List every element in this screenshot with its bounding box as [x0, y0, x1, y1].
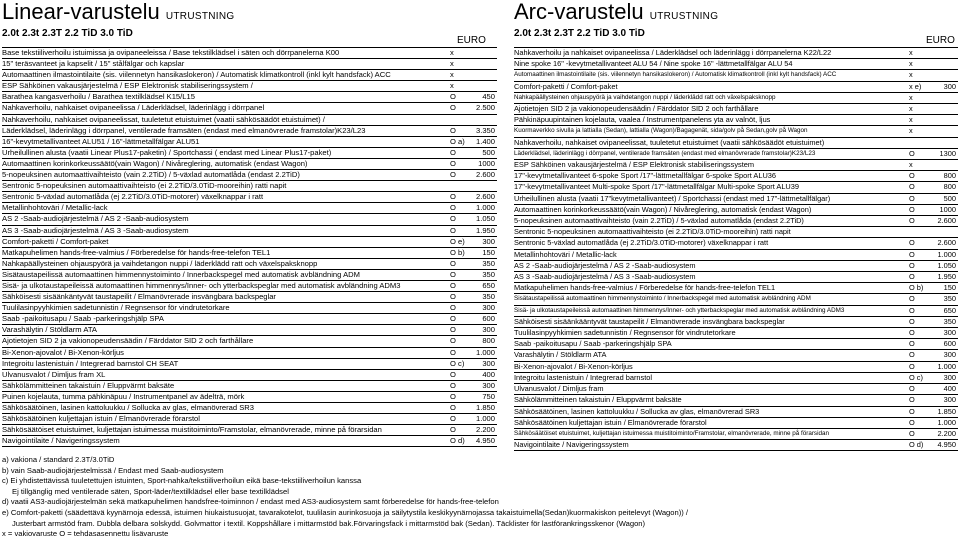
row-availability-mark: O	[909, 171, 915, 181]
row-price: 1.000	[475, 347, 495, 357]
row-description: Matkapuhelimen hands-free-valmius / Förberedelse för hands-free-telefon TEL1	[514, 283, 776, 293]
row-availability-mark: O	[909, 417, 915, 427]
row-availability-mark: O	[909, 361, 915, 371]
row-description: Sisä- ja ulkotaustapeileissä automaattinen himmennys/Inner- och ytterbackspeglar med automatisk avbländning ADM3	[2, 280, 401, 290]
row-availability-mark: O	[450, 192, 456, 202]
row-price: 4.950	[475, 436, 495, 446]
table-row	[514, 249, 958, 260]
row-price: 450	[482, 92, 495, 102]
table-row	[2, 435, 497, 447]
linear-currency: EURO	[457, 35, 486, 46]
table-row	[2, 391, 497, 402]
row-availability-mark: O	[909, 406, 915, 416]
row-price: 1.000	[475, 203, 495, 213]
row-availability-mark: O	[450, 336, 456, 346]
row-description: AS 2 -Saab-audiojärjestelmä / AS 2 -Saab-audiosystem	[514, 260, 696, 270]
row-description: Integroitu lastenistuin / Integrerad barnstol CH SEAT	[2, 358, 179, 368]
row-price: 300	[943, 350, 956, 360]
table-row	[2, 380, 497, 391]
row-availability-mark: O	[450, 158, 456, 168]
row-price: 1.000	[937, 361, 956, 371]
row-description: Sähkösäätöinen, lasinen kattoluukku / Sollucka av glas, elmanövrerad SR3	[2, 403, 255, 412]
table-row	[2, 136, 497, 147]
table-row	[2, 347, 497, 358]
row-availability-mark: O	[909, 316, 915, 326]
table-row	[2, 269, 497, 280]
row-availability-mark: O	[909, 339, 915, 349]
table-row	[514, 103, 958, 114]
row-description: Sähkölämmitteinen takaistuin / Eluppvärmt baksäte	[514, 395, 682, 405]
table-row	[514, 417, 958, 428]
table-row	[514, 237, 958, 248]
row-price: 350	[482, 292, 495, 302]
row-description: Comfort-paketti / Comfort-paket	[514, 81, 618, 91]
row-price: 350	[943, 316, 956, 326]
table-row	[514, 47, 958, 58]
row-price: 300	[943, 81, 956, 91]
row-availability-mark: O	[450, 225, 456, 235]
table-row	[2, 58, 497, 69]
row-description: Ulvanusvalot / Dimljus fram XL	[2, 369, 106, 379]
table-row	[514, 137, 958, 148]
row-description: Sähkösäätöiset etuistuimet, kuljettajan istuimessa muistitoiminto/Framstolar, elmanövrerade, minne på förarsidan	[2, 425, 382, 435]
row-price: 1.400	[475, 136, 495, 146]
row-availability-mark: x	[909, 70, 913, 80]
table-row	[514, 439, 958, 451]
row-availability-mark: x	[909, 126, 913, 136]
table-row	[514, 148, 958, 159]
linear-title	[2, 1, 497, 28]
row-price: 350	[482, 269, 495, 279]
row-description: Barathea kangasverhoilu / Barathea textilklädsel K15/L15	[2, 92, 195, 102]
row-description: Nahkaverhoilu ja nahkaiset ovipaneelissa / Läderklädsel och läderinlägg i dörrpanelerna K22/L22	[514, 48, 832, 57]
table-row	[514, 338, 958, 349]
row-description: AS 3 -Saab-audiojärjestelmä / AS 3 -Saab-audiosystem	[514, 272, 696, 282]
table-row	[514, 406, 958, 417]
row-description: Nahkapäällysteinen ohjauspyörä ja vaihdetangon nuppi / läderklädd ratt och växelspaksknopp	[2, 258, 318, 268]
row-availability-mark: O b)	[450, 247, 465, 257]
row-description: 17"-kevytmetallivanteet 6-spoke Sport /17"-lättmetallfälgar 6-spoke Sport ALU36	[514, 171, 776, 181]
row-price: 1.000	[937, 417, 956, 427]
table-row	[514, 114, 958, 125]
row-availability-mark: x	[909, 115, 913, 125]
row-description: Sähköisesti sisäänkääntyvät taustapeilit / Elmanövrerade insvängbara backspeglar	[514, 316, 785, 326]
table-row	[2, 169, 497, 180]
table-row	[2, 424, 497, 435]
table-row	[514, 92, 958, 103]
table-row	[514, 394, 958, 405]
row-price: 4.950	[937, 440, 956, 450]
row-availability-mark: O	[909, 238, 915, 248]
row-description: Sentronic 5-nopeuksinen automaattivaihteisto (ei 2.2TiD/3.0TiD-mooreihin) ratti napit	[514, 227, 791, 237]
table-row	[514, 159, 958, 170]
row-description: Sähkösäätöinen kuljettajan istuin / Elmanövrerade förarstol	[2, 414, 200, 424]
row-availability-mark: O b)	[909, 283, 924, 293]
row-availability-mark: O	[450, 269, 456, 279]
row-description: Metallinhohtoväri / Metallic-lack	[514, 249, 617, 259]
row-price: 2.500	[475, 103, 495, 113]
row-price: 500	[943, 193, 956, 203]
row-description: Nahkaverhoilu, nahkaiset ovipaneelissat, tuuletetut etuistuimet (vaatii sähkösäädöt etuistuimet)	[514, 137, 825, 147]
table-row	[2, 114, 497, 125]
row-availability-mark: x	[450, 59, 454, 69]
footnote-line: x = vakiovaruste O = tehdasasennettu lisävaruste	[2, 529, 169, 539]
row-availability-mark: O	[909, 384, 915, 394]
row-availability-mark: O	[450, 280, 456, 290]
linear-title-text: Linear-varustelu	[2, 0, 160, 24]
row-description: Pähkinäpuupintainen kojelauta, vaalea / Instrumentpanelens yta av valnöt, ljus	[514, 115, 771, 125]
footnote-line: Ej tillgänglig med ventilerade säten, Sport-läder/textilklädsel eller base textilklädsel	[12, 486, 289, 496]
row-price: 1.950	[937, 272, 956, 282]
table-row	[2, 258, 497, 269]
row-availability-mark: O	[909, 182, 915, 192]
row-description: 16"-kevytmetallivanteet ALU51 / 16"-lättmetallfälgar ALU51	[2, 136, 200, 146]
table-row	[2, 247, 497, 258]
row-availability-mark: x	[909, 48, 913, 57]
row-description: Urheilullinen alusta (vaatii 17"kevytmetallivanteet) / Sportchassi (endast med 17"-lättmetallfälgar)	[514, 193, 831, 203]
table-row	[2, 202, 497, 213]
row-availability-mark: x	[909, 160, 913, 170]
row-description: Nahkapäällysteinen ohjauspyörä ja vaihdetangon nuppi / läderklädd ratt och växelspaksknopp	[514, 93, 776, 101]
row-price: 650	[943, 305, 956, 315]
row-price: 300	[943, 328, 956, 338]
table-row	[2, 280, 497, 291]
row-description: Saab -paikoitusapu / Saab -parkeringshjälp SPA	[514, 339, 672, 349]
row-description: Varashälytin / Stöldlarm ATA	[2, 325, 97, 335]
row-description: Ajotietojen SID 2 ja vakionopeudensäädin / Färddator SID 2 och farthållare	[2, 336, 254, 346]
row-description: 17"-kevytmetallivanteet Multi-spoke Sport /17"-lättmetallfälgar Multi-spoke Sport ALU39	[514, 182, 799, 192]
row-description: Automaattinen ilmastointilaite (sis. viilennetyn hansikaslokeron) / Automatisk klimatkontroll (inkl kylt handsfack) ACC	[2, 70, 391, 80]
row-price: 1000	[939, 204, 956, 214]
row-price: 600	[482, 314, 495, 324]
row-availability-mark: O	[909, 148, 915, 158]
arc-title-text: Arc-varustelu	[514, 0, 644, 24]
table-row	[514, 293, 958, 304]
table-row	[514, 125, 958, 136]
table-row	[2, 102, 497, 113]
row-price: 1.850	[937, 406, 956, 416]
row-description: 5-nopeuksinen automaattivaihteisto (vain 2.2TiD) / 5-växlad automatlåda (endast 2.2TiD)	[514, 216, 804, 226]
table-row	[2, 47, 497, 58]
row-description: Sisä- ja ulkotaustapeileissä automaattinen himmennys/Inner- och ytterbackspeglar med automatisk avbländning ADM3	[514, 306, 845, 314]
row-price: 2.200	[475, 425, 495, 435]
table-row	[514, 181, 958, 192]
row-availability-mark: x	[450, 70, 454, 80]
row-availability-mark: O	[450, 380, 456, 390]
table-row	[514, 81, 958, 92]
row-availability-mark: O	[909, 305, 915, 315]
row-availability-mark: O	[909, 350, 915, 360]
row-description: Integroitu lastenistuin / Integrerad barnstol	[514, 372, 653, 382]
row-description: Matkapuhelimen hands-free-valmius / Förberedelse för hands-free-telefon TEL1	[2, 247, 271, 257]
table-row	[2, 69, 497, 80]
table-row	[514, 193, 958, 204]
row-description: Urheilullinen alusta (vaatii Linear Plus17-paketin) / Sportchassi ( endast med Linear Plus17-paket)	[2, 147, 332, 157]
row-description: Tuulilasinpyyhkimien sadetunnistin / Regnsensor för vindrutetorkare	[514, 328, 736, 338]
row-price: 300	[482, 236, 495, 246]
table-row	[2, 236, 497, 247]
row-availability-mark: O	[909, 272, 915, 282]
footnote-line: c) Ei yhdistettävissä tuuletettujen istuinten, Sport-nahka/tekstiiliverhoilun eikä base-tekstiiliverhoilun kanssa	[2, 476, 362, 486]
row-availability-mark: O	[450, 147, 456, 157]
row-description: Nine spoke 16" -kevytmetallivanteet ALU 54 / Nine spoke 16" -lättmetallfälgar ALU 54	[514, 59, 793, 69]
row-price: 1.850	[475, 403, 495, 412]
row-description: Läderklädsel, läderinlägg i dörrpanel, ventilerade framsäten (endast med elmanövrerade framstolar)K23/L23	[514, 149, 816, 157]
row-availability-mark: O	[450, 103, 456, 113]
row-price: 600	[943, 339, 956, 349]
table-row	[514, 260, 958, 271]
arc-currency: EURO	[926, 35, 955, 46]
row-description: Bi-Xenon-ajovalot / Bi-Xenon-körljus	[514, 361, 633, 371]
table-row	[514, 361, 958, 372]
row-price: 1300	[939, 148, 956, 158]
table-row	[514, 316, 958, 327]
row-availability-mark: O	[909, 260, 915, 270]
row-availability-mark: O	[909, 249, 915, 259]
row-price: 1.050	[475, 214, 495, 224]
row-availability-mark: x	[909, 104, 913, 114]
footnote-line: Justerbart armstöd fram. Dubbla delbara solskydd. Golvmattor i textil. Koppshållare i mittarmstöd bak.Förvaringsfack i mittarmstöd bak (Sedan). Täcklister för lastförankringsskenor (Wagon)	[12, 518, 646, 528]
row-price: 800	[943, 171, 956, 181]
row-description: AS 3 -Saab-audiojärjestelmä / AS 3 -Saab-audiosystem	[2, 225, 189, 235]
row-price: 3.350	[475, 125, 495, 135]
table-row	[2, 335, 497, 346]
row-description: Sentronic 5-nopeuksinen automaattivaihteisto (ei 2.2TiD/3.0TiD-mooreihin) ratti napit	[2, 181, 287, 191]
row-description: Sähkösäätöinen kuljettajan istuin / Elmanövrerade förarstol	[514, 417, 707, 427]
row-availability-mark: O	[450, 303, 456, 313]
table-row	[514, 349, 958, 360]
row-availability-mark: x e)	[909, 81, 922, 91]
row-price: 1.050	[937, 260, 956, 270]
row-description: Bi-Xenon-ajovalot / Bi-Xenon-körljus	[2, 347, 124, 357]
row-description: Läderklädsel, läderinlägg i dörrpanel, ventilerade framsäten (endast med elmanövrerade framstolar)K23/L23	[2, 125, 366, 135]
row-description: Automaattinen korinkorkeussäätö(vain Wagon) / Nivåreglering, automatisk (endast Wagon)	[2, 158, 308, 168]
row-price: 2.600	[475, 192, 495, 202]
row-price: 300	[482, 325, 495, 335]
row-availability-mark: O	[909, 428, 915, 438]
table-row	[2, 369, 497, 380]
table-row	[2, 402, 497, 413]
row-availability-mark: O	[450, 414, 456, 424]
table-row	[2, 80, 497, 91]
row-availability-mark: O	[450, 391, 456, 401]
row-price: 300	[943, 372, 956, 382]
linear-table	[2, 47, 497, 447]
row-description: ESP Sähköinen vakausjärjestelmä / ESP Elektronisk stabiliseringssystem	[514, 160, 755, 170]
row-availability-mark: O	[450, 403, 456, 412]
table-row	[514, 170, 958, 181]
linear-column	[2, 0, 497, 446]
table-row	[514, 58, 958, 69]
row-availability-mark: x	[909, 92, 913, 102]
row-availability-mark: O	[450, 170, 456, 180]
row-description: Sentronic 5-växlad automatlåda (ej 2.2TiD/3.0TiD-motorer) växelknappar i ratt	[514, 238, 769, 248]
row-price: 150	[943, 283, 956, 293]
row-description: Base tekstiiliverhoilu istuimissa ja ovipaneeleissa / Base tekstilklädsel i säten och dörrpanelerna K00	[2, 48, 340, 57]
arc-title	[514, 1, 958, 28]
row-description: Automaattinen ilmastointilaite (sis. viilennetyn hansikaslokeron) / Automatisk klimatkontroll (inkl kylt handsfack) ACC	[514, 71, 837, 79]
row-price: 800	[943, 182, 956, 192]
table-row	[514, 428, 958, 439]
row-price: 2.600	[937, 238, 956, 248]
table-row	[2, 191, 497, 202]
table-row	[2, 225, 497, 236]
table-row	[514, 215, 958, 226]
table-row	[514, 282, 958, 293]
row-price: 650	[482, 280, 495, 290]
row-availability-mark: O	[450, 125, 456, 135]
table-row	[2, 324, 497, 335]
row-description: Ulvanusvalot / Dimljus fram	[514, 384, 604, 394]
row-availability-mark: O	[450, 292, 456, 302]
row-availability-mark: O	[450, 369, 456, 379]
table-row	[2, 147, 497, 158]
table-row	[514, 204, 958, 215]
row-description: Navigointilaite / Navigeringssystem	[514, 440, 629, 450]
row-availability-mark: O c)	[450, 358, 465, 368]
row-availability-mark: O	[450, 92, 456, 102]
footnotes	[2, 455, 952, 540]
table-row	[2, 291, 497, 302]
table-row	[2, 125, 497, 136]
row-description: AS 2 -Saab-audiojärjestelmä / AS 2 -Saab-audiosystem	[2, 214, 189, 224]
table-row	[514, 305, 958, 316]
row-availability-mark: O	[909, 193, 915, 203]
row-description: Nahkaverhoilu, nahkaiset ovipaneelissat, tuuletetut etuistuimet (vaatii sähkösäädöt etuistuimet) /	[2, 114, 325, 124]
footnote-line: d) vaatii AS3-audiojärjestelmän sekä matkapuhelimen handsfree-toiminnon / endast med AS3-audiosystem samt förberedelse för hands-free-telefon	[2, 497, 499, 507]
linear-models: 2.0t 2.3t 2.3T 2.2 TiD 3.0 TiD	[2, 28, 133, 39]
row-availability-mark: O	[450, 314, 456, 324]
table-row	[2, 180, 497, 191]
row-availability-mark: x	[909, 59, 913, 69]
row-description: Varashälytin / Stöldlarm ATA	[514, 350, 607, 360]
row-description: Sähkölämmitteinen takaistuin / Eluppvärmt baksäte	[2, 380, 175, 390]
row-price: 150	[482, 247, 495, 257]
table-row	[514, 271, 958, 282]
row-price: 800	[482, 336, 495, 346]
row-price: 1.950	[475, 225, 495, 235]
row-availability-mark: O d)	[450, 436, 465, 446]
row-description: Sentronic 5-växlad automatlåda (ej 2.2TiD/3.0TiD-motorer) växelknappar i ratt	[2, 192, 264, 202]
row-description: Puinen kojelauta, tumma pähkinäpuu / Instrumentpanel av ädelträ, mörk	[2, 391, 245, 401]
arc-column	[514, 0, 958, 450]
row-availability-mark: O	[450, 347, 456, 357]
footnote-line: e) Comfort-paketti (säädettävä kyynärnoja edessä, istuimen hiukaistusuojat, tavarakotelot, tuulilasin aurinkosuoja ja säilytystila keskikyynärnojassa takaistuimella(Sedan)kuormakiskon peitelevyt (Wagon)) /	[2, 507, 689, 517]
table-row	[2, 413, 497, 424]
row-description: Saab -paikoitusapu / Saab -parkeringshjälp SPA	[2, 314, 164, 324]
row-description: 15" teräsvanteet ja kapselit / 15" stålfälgar och kapslar	[2, 59, 185, 69]
row-price: 1.000	[475, 414, 495, 424]
table-row	[2, 313, 497, 324]
footnote-line: b) vain Saab-audiojärjestelmissä / Endast med Saab-audiosystem	[2, 465, 224, 475]
row-price: 750	[482, 391, 495, 401]
arc-table	[514, 47, 958, 451]
row-description: Nahkaverhoilu, nahkaiset ovipaneelissa / Läderklädsel, läderinlägg i dörrpanel	[2, 103, 265, 113]
row-availability-mark: O	[909, 395, 915, 405]
table-row	[2, 213, 497, 224]
row-price: 350	[482, 258, 495, 268]
table-row	[2, 358, 497, 369]
row-price: 1000	[478, 158, 495, 168]
row-description: Metallinhohtoväri / Metallic-lack	[2, 203, 108, 213]
footnote-line: a) vakiona / standard 2.3T/3.0TiD	[2, 455, 115, 464]
row-availability-mark: O	[909, 204, 915, 214]
row-availability-mark: O	[450, 203, 456, 213]
row-availability-mark: O e)	[450, 236, 465, 246]
row-availability-mark: O	[909, 328, 915, 338]
row-description: Sisätaustapeilissä automaattinen himmennystoiminto / Innerbackspegel med automatisk avbländning ADM	[514, 295, 811, 303]
row-price: 300	[943, 395, 956, 405]
row-price: 350	[943, 294, 956, 304]
arc-subtitle: UTRUSTNING	[649, 11, 719, 22]
row-availability-mark: O c)	[909, 372, 923, 382]
row-description: Sähkösäätöinen, lasinen kattoluukku / Sollucka av glas, elmanövrerad SR3	[514, 406, 760, 416]
table-row	[514, 372, 958, 383]
row-price: 300	[482, 358, 495, 368]
table-row	[514, 327, 958, 338]
table-row	[514, 383, 958, 394]
row-availability-mark: O	[450, 214, 456, 224]
row-description: ESP Sähköinen vakausjärjestelmä / ESP Elektronisk stabiliseringssystem /	[2, 81, 253, 91]
row-description: Ajotietojen SID 2 ja vakionopeudensäädin / Färddator SID 2 och farthållare	[514, 104, 759, 114]
row-price: 500	[482, 147, 495, 157]
table-row	[2, 158, 497, 169]
row-price: 400	[482, 369, 495, 379]
linear-subtitle: UTRUSTNING	[165, 11, 235, 22]
row-description: Comfort-paketti / Comfort-paket	[2, 236, 109, 246]
row-description: Kuormaverkko sivulla ja lattialla (Sedan), lattialla (Wagon)/Bagagenät, sida/golv på Sedan,golv på Wagon	[514, 127, 808, 135]
row-description: Sähkösäätöiset etuistuimet, kuljettajan istuimessa muistitoiminto/Framstolar, elmanövrerade, minne på förarsidan	[514, 429, 829, 437]
row-availability-mark: x	[450, 81, 454, 91]
row-price: 2.200	[937, 428, 956, 438]
row-availability-mark: O	[450, 425, 456, 435]
row-description: Navigointilaite / Navigeringssystem	[2, 436, 120, 446]
table-row	[2, 91, 497, 102]
row-price: 300	[482, 303, 495, 313]
row-price: 1.000	[937, 249, 956, 259]
row-availability-mark: O	[909, 216, 915, 226]
table-row	[514, 69, 958, 80]
row-price: 300	[482, 380, 495, 390]
row-description: Sähköisesti sisäänkäntyvät taustapeilit / Elmanövrerade insvängbara backspeglar	[2, 292, 276, 302]
row-description: Sisätaustapeilissä automaattinen himmennystoiminto / Innerbackspegel med automatisk avbländning ADM	[2, 269, 360, 279]
row-availability-mark: O a)	[450, 136, 465, 146]
row-price: 2.600	[937, 216, 956, 226]
row-price: 400	[943, 384, 956, 394]
arc-models: 2.0t 2.3t 2.3T 2.2 TiD 3.0 TiD	[514, 28, 645, 39]
row-description: 5-nopeuksinen automaattivaihteisto (vain 2.2TiD) / 5-växlad automatlåda (endast 2.2TiD)	[2, 170, 300, 180]
row-availability-mark: O	[909, 294, 915, 304]
row-description: Automaattinen korinkorkeussäätö(vain Wagon) / Nivåreglering, automatisk (endast Wagon)	[514, 204, 812, 214]
table-row	[2, 302, 497, 313]
row-price: 2.600	[475, 170, 495, 180]
row-description: Tuulilasinpyyhkimien sadetunnistin / Regnsensor för vindrutetorkare	[2, 303, 230, 313]
row-availability-mark: O	[450, 325, 456, 335]
row-availability-mark: x	[450, 48, 454, 57]
table-row	[514, 226, 958, 237]
row-availability-mark: O	[450, 258, 456, 268]
row-availability-mark: O d)	[909, 440, 924, 450]
